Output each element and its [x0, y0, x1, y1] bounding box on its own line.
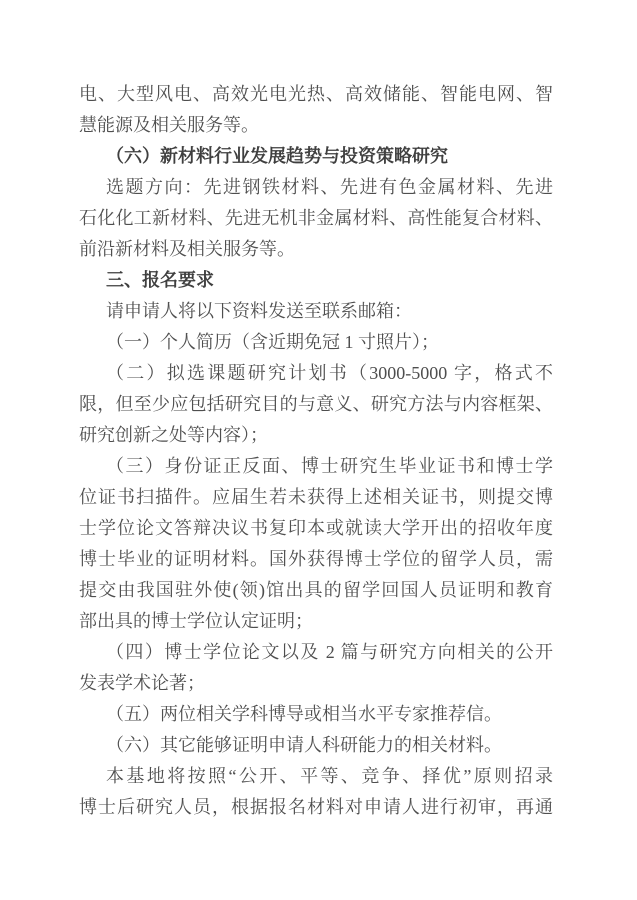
text-line: （二）拟选课题研究计划书（3000-5000 字，格式不 — [106, 363, 553, 383]
text-line: 请申请人将以下资料发送至联系邮箱： — [106, 301, 412, 321]
paragraph — [79, 730, 553, 761]
text-line: 选题方向：先进钢铁材料、先进有色金属材料、先进 — [106, 177, 553, 197]
text-line: 博士后研究人员，根据报名材料对申请人进行初审，再通 — [79, 797, 553, 817]
paragraph — [79, 451, 553, 637]
text-line: （一）个人简历（含近期免冠 1 寸照片）； — [106, 332, 439, 352]
paragraph — [79, 296, 553, 327]
paragraph — [79, 79, 553, 141]
text-line: 研究创新之处等内容）； — [79, 425, 268, 445]
text-line: 慧能源及相关服务等。 — [79, 115, 259, 135]
text-line: 位证书扫描件。应届生若未获得上述相关证书，则提交博 — [79, 487, 553, 507]
text-line: 电、大型风电、高效光电光热、高效储能、智能电网、智 — [79, 84, 553, 104]
section-heading — [79, 141, 553, 172]
text-line: 提交由我国驻外使(领)馆出具的留学回国人员证明和教育 — [79, 580, 553, 600]
text-line: （五）两位相关学科博导或相当水平专家推荐信。 — [106, 704, 502, 724]
text-line: 石化化工新材料、先进无机非金属材料、高性能复合材料、 — [79, 208, 553, 228]
text-line: （六）其它能够证明申请人科研能力的相关材料。 — [106, 735, 502, 755]
paragraph — [79, 637, 553, 699]
section-heading — [79, 265, 553, 296]
text-line: 限，但至少应包括研究目的与意义、研究方法与内容框架、 — [79, 394, 553, 414]
document-text-block — [79, 79, 553, 823]
paragraph — [79, 699, 553, 730]
text-line: （六）新材料行业发展趋势与投资策略研究 — [106, 146, 448, 166]
paragraph — [79, 358, 553, 451]
text-line: 本基地将按照“公开、平等、竞争、择优”原则招录 — [106, 766, 553, 786]
text-line: 部出具的博士学位认定证明； — [79, 611, 313, 631]
text-line: 前沿新材料及相关服务等。 — [79, 239, 295, 259]
paragraph — [79, 172, 553, 265]
paragraph — [79, 327, 553, 358]
text-line: 士学位论文答辩决议书复印本或就读大学开出的招收年度 — [79, 518, 553, 538]
text-line: 博士毕业的证明材料。国外获得博士学位的留学人员，需 — [79, 549, 553, 569]
text-line: （三）身份证正反面、博士研究生毕业证书和博士学 — [106, 456, 553, 476]
text-line: 三、报名要求 — [106, 270, 214, 290]
text-line: 发表学术论著； — [79, 673, 205, 693]
paragraph — [79, 761, 553, 823]
text-line: （四）博士学位论文以及 2 篇与研究方向相关的公开 — [106, 642, 553, 662]
